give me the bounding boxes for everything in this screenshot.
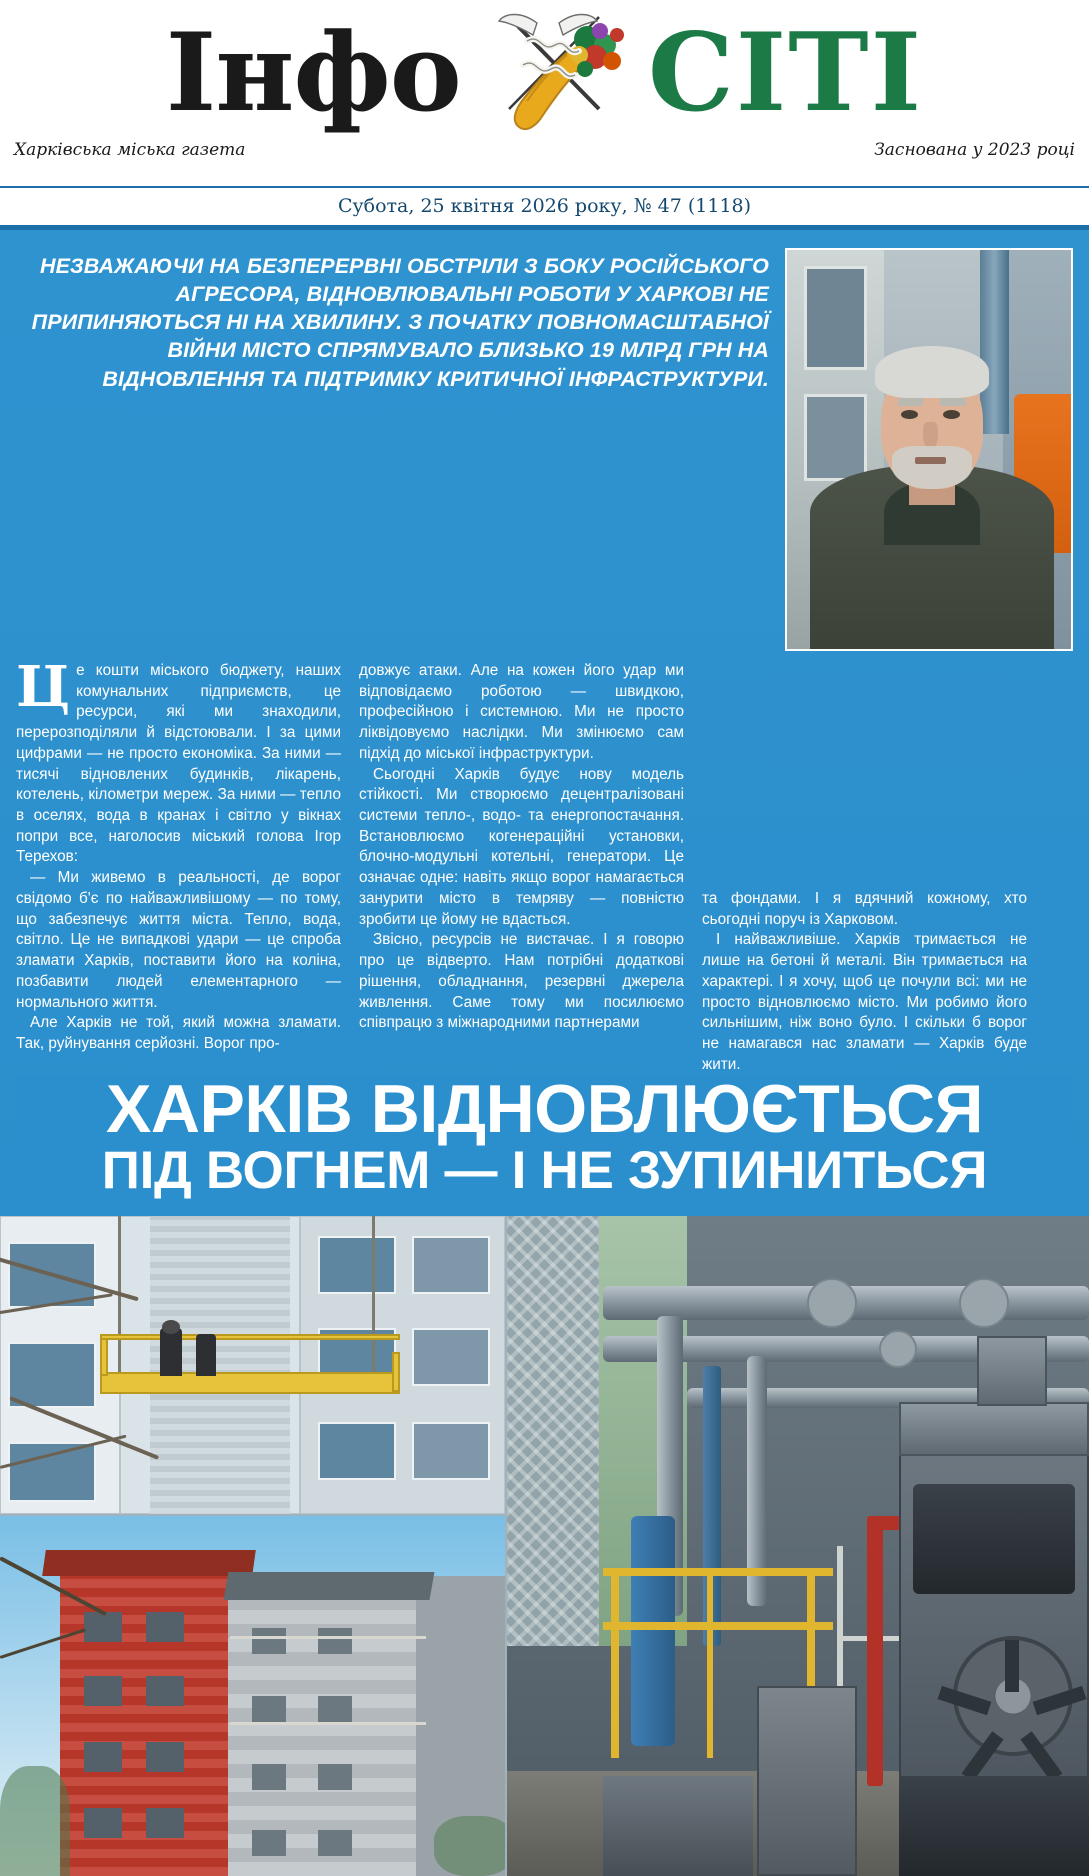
masthead-right-tagline: Заснована у 2023 році [874, 140, 1075, 160]
headline-line-1: ХАРКІВ ВІДНОВЛЮЄТЬСЯ [106, 1071, 983, 1148]
masthead [0, 0, 1089, 186]
mayor-portrait-photo [785, 248, 1073, 651]
column-photo-offset-spacer [702, 661, 1027, 889]
article-paragraph: Сьогодні Харків будує нову модель стійкості. Ми створюємо децентралізовані системи тепло-, водо- та енергопостачання. Встановлюємо когенераційні установки, блочно-модульні котельні, генератори. Це означає одне: навіть якщо ворог намагається занурити місто в темряву — повністю зробити це йому не вдасться. [359, 765, 684, 928]
dateline: Субота, 25 квітня 2026 року, № 47 (1118) [0, 188, 1089, 225]
masthead-title-citi: CITI [647, 10, 924, 136]
article-column-2 [359, 661, 684, 1075]
photo-mosaic [0, 1216, 1089, 1876]
masthead-left-tagline: Харківська міська газета [14, 140, 246, 160]
photo-boiler-house [507, 1216, 1089, 1876]
masthead-title-info: Інфо [165, 10, 461, 136]
article-paragraph: Звісно, ресурсів не вистачає. І я говорю про це відверто. Нам потрібні додаткові рішення, обладнання, резервні джерела живлення. Саме тому ми посилюємо співпрацю з міжнародними партнерами [359, 931, 684, 1032]
masthead-title-row [14, 0, 1075, 140]
photo-facade-cradle [0, 1216, 505, 1514]
article-paragraph: Але Харків не той, який можна зламати. Так, руйнування серйозні. Ворог про- [16, 1014, 341, 1052]
article-paragraph: — Ми живемо в реальності, де ворог свідомо б'є по найважливішому — по тому, що забезпечує життя міста. Тепло, вода, світло. Це не випадкові удари — це спроба зламати Харків, поставити його на коліна, позбавити людей елементарного — нормального життя. [16, 869, 341, 1011]
photo-red-roof-building [0, 1516, 505, 1876]
lead-article-columns [16, 654, 1073, 1075]
lead-section [0, 230, 1089, 1216]
article-paragraph: Це кошти міського бюджету, наших комунальних підприємств, це ресурси, які ми знаходили, перерозподіляли й відстоювали. І за цими цифрами — не просто економіка. За ними — тисячі відновлених будинків, лікарень, котелень, кілометри мереж. За ними — тепло в оселях, вода в кранах і світло у вікнах попри все, наголосив міський голова Ігор Терехов: [16, 654, 341, 866]
article-paragraph: та фондами. І я вдячний кожному, хто сьогодні поруч із Харковом. [702, 890, 1027, 928]
standfirst: НЕЗВАЖАЮЧИ НА БЕЗПЕРЕРВНІ ОБСТРІЛИ З БОКУ РОСІЙСЬКОГО АГРЕСОРА, ВІДНОВЛЮВАЛЬНІ РОБОТИ У ХАРКОВІ НЕ ПРИПИНЯЮТЬСЯ НІ НА ХВИЛИНУ. З ПОЧАТКУ ПОВНОМАСШТАБНОЇ ВІЙНИ МІСТО СПРЯМУВАЛО БЛИЗЬКО 19 МЛРД ГРН НА ВІДНОВЛЕННЯ ТА ПІДТРИМКУ КРИТИЧНОЇ ІНФРАСТРУКТУРИ. [31, 254, 769, 391]
article-column-1 [16, 654, 341, 1075]
lead-top-row [16, 248, 1073, 651]
article-paragraph: довжує атаки. Але на кожен його удар ми відповідаємо роботою — швидкою, професійною і системною. Ми не просто ліквідовуємо наслідки. Ми змінюємо сам підхід до міської інфраструктури. [359, 662, 684, 762]
article-column-3 [702, 661, 1027, 1075]
headline-line-2: ПІД ВОГНЕМ — І НЕ ЗУПИНИТЬСЯ [101, 1141, 988, 1201]
article-paragraph: І найважливіше. Харків тримається не лише на бетоні й металі. Він тримається на характері. І я хочу, щоб це почули всі: ми не просто відновлюємо місто. Ми робимо його сильнішим, ніж воно було. І скільки б ворог не намагався нас зламати — Харків буде жити. [702, 931, 1027, 1073]
cornucopia-caduceus-emblem [467, 5, 642, 135]
headline-block [16, 1071, 1073, 1206]
